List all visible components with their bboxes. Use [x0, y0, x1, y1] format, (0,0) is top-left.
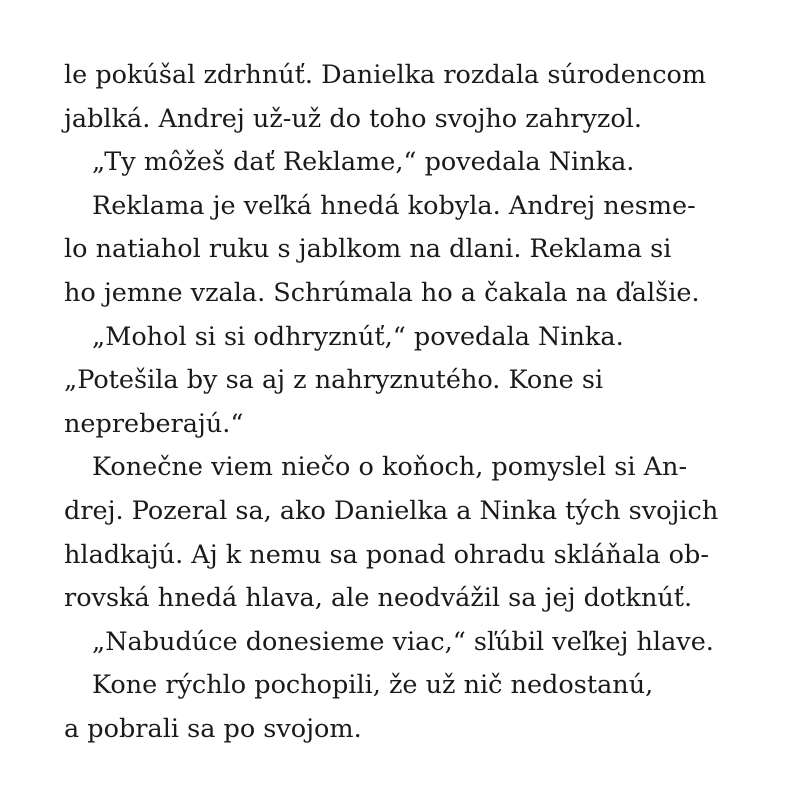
text-line: Kone rýchlo pochopili, že už nič nedostanú,	[92, 670, 654, 701]
text-line: hladkajú. Aj k nemu sa ponad ohradu skláňala ob-	[64, 539, 709, 570]
text-line: rovská hnedá hlava, ale neodvážil sa jej dotknúť.	[64, 583, 693, 614]
text-line: le pokúšal zdrhnúť. Danielka rozdala súrodencom	[64, 60, 707, 90]
text-line: Konečne viem niečo o koňoch, pomyslel si An-	[92, 452, 688, 483]
text-line: drej. Pozeral sa, ako Danielka a Ninka tých svojich	[64, 495, 719, 526]
text-line: Reklama je veľká hnedá kobyla. Andrej nesme-	[92, 190, 696, 221]
text-line: a pobrali sa po svojom.	[64, 713, 362, 744]
document-page	[64, 54, 744, 752]
text-line: „Nabudúce donesieme viac,“ sľúbil veľkej hlave.	[92, 626, 714, 657]
text-line: „Mohol si si odhryznúť,“ povedala Ninka.	[92, 321, 624, 352]
text-line: lo natiahol ruku s jablkom na dlani. Reklama si	[64, 234, 672, 265]
text-line: jablká. Andrej už-už do toho svojho zahryzol.	[64, 103, 642, 134]
text-line: ho jemne vzala. Schrúmala ho a čakala na ďalšie.	[64, 277, 700, 308]
text-line: „Ty môžeš dať Reklame,“ povedala Ninka.	[92, 147, 635, 178]
text-line: „Potešila by sa aj z nahryznutého. Kone si	[64, 365, 604, 396]
text-line: nepreberajú.“	[64, 408, 244, 439]
